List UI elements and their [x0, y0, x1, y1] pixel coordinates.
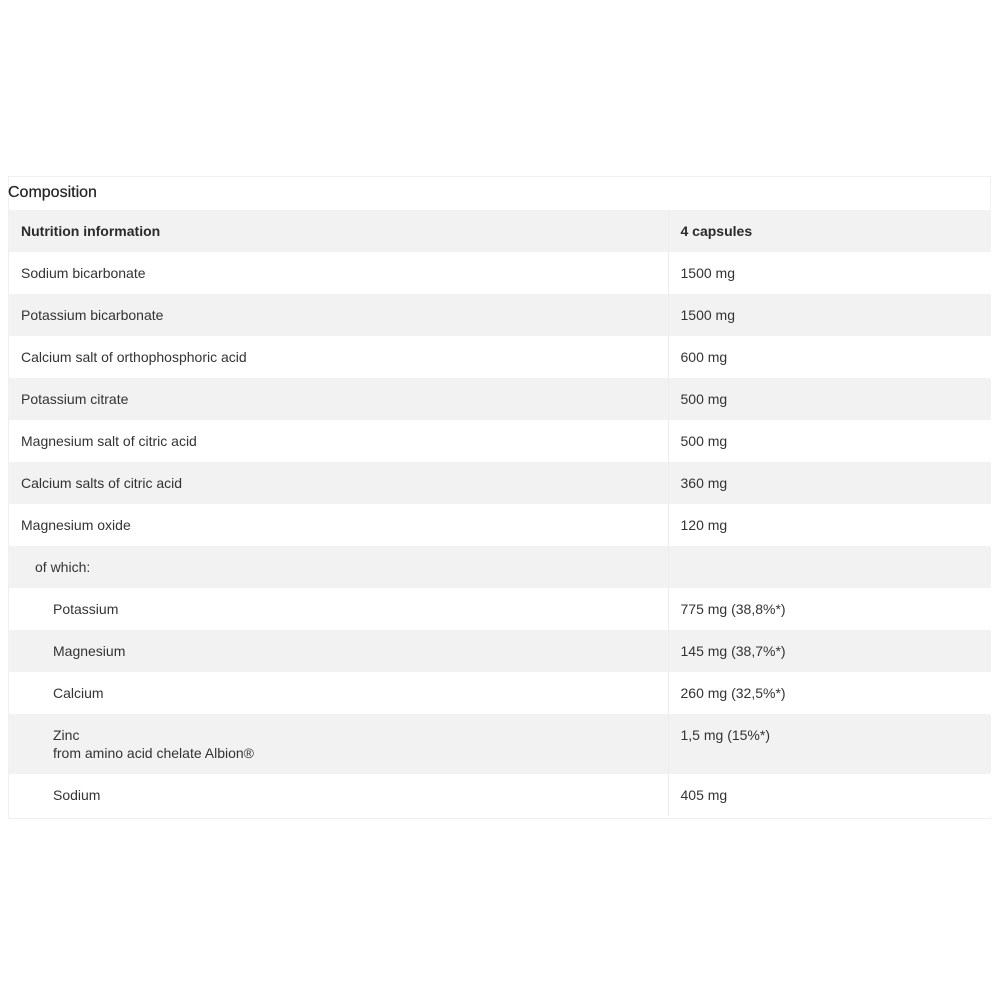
row-name: of which:	[9, 546, 668, 588]
section-title: Composition	[8, 184, 97, 201]
table-row	[9, 630, 991, 672]
row-value: 260 mg (32,5%*)	[668, 672, 991, 714]
table-row	[9, 336, 991, 378]
row-name: Calcium	[9, 672, 668, 714]
row-name-zinc	[9, 714, 668, 774]
table-row	[9, 378, 991, 420]
table-header-row	[9, 210, 991, 252]
header-nutrition-information: Nutrition information	[9, 210, 668, 252]
row-name: Potassium bicarbonate	[9, 294, 668, 336]
row-value: 500 mg	[668, 420, 991, 462]
row-name: Sodium	[9, 774, 668, 816]
table-row	[9, 774, 991, 816]
row-value	[668, 546, 991, 588]
table-row	[9, 294, 991, 336]
row-name: Magnesium oxide	[9, 504, 668, 546]
row-name: Magnesium	[9, 630, 668, 672]
table-row-of-which	[9, 546, 991, 588]
row-value: 405 mg	[668, 774, 991, 816]
row-value: 1500 mg	[668, 252, 991, 294]
row-name: Calcium salts of citric acid	[9, 462, 668, 504]
row-name: Potassium	[9, 588, 668, 630]
table-row	[9, 420, 991, 462]
row-name: Sodium bicarbonate	[9, 252, 668, 294]
table-row	[9, 504, 991, 546]
row-name: Zinc	[53, 727, 80, 743]
table-row	[9, 672, 991, 714]
row-name: Potassium citrate	[9, 378, 668, 420]
table-row	[9, 462, 991, 504]
header-serving: 4 capsules	[668, 210, 991, 252]
row-value: 360 mg	[668, 462, 991, 504]
row-value: 1,5 mg (15%*)	[668, 714, 991, 774]
row-name: Magnesium salt of citric acid	[9, 420, 668, 462]
row-value: 120 mg	[668, 504, 991, 546]
row-value: 1500 mg	[668, 294, 991, 336]
table-row	[9, 714, 991, 774]
row-name-sub: from amino acid chelate Albion®	[53, 745, 254, 761]
composition-table	[9, 210, 991, 816]
table-row	[9, 252, 991, 294]
row-value: 145 mg (38,7%*)	[668, 630, 991, 672]
row-name: Calcium salt of orthophosphoric acid	[9, 336, 668, 378]
table-row	[9, 588, 991, 630]
row-value: 600 mg	[668, 336, 991, 378]
row-value: 775 mg (38,8%*)	[668, 588, 991, 630]
row-value: 500 mg	[668, 378, 991, 420]
